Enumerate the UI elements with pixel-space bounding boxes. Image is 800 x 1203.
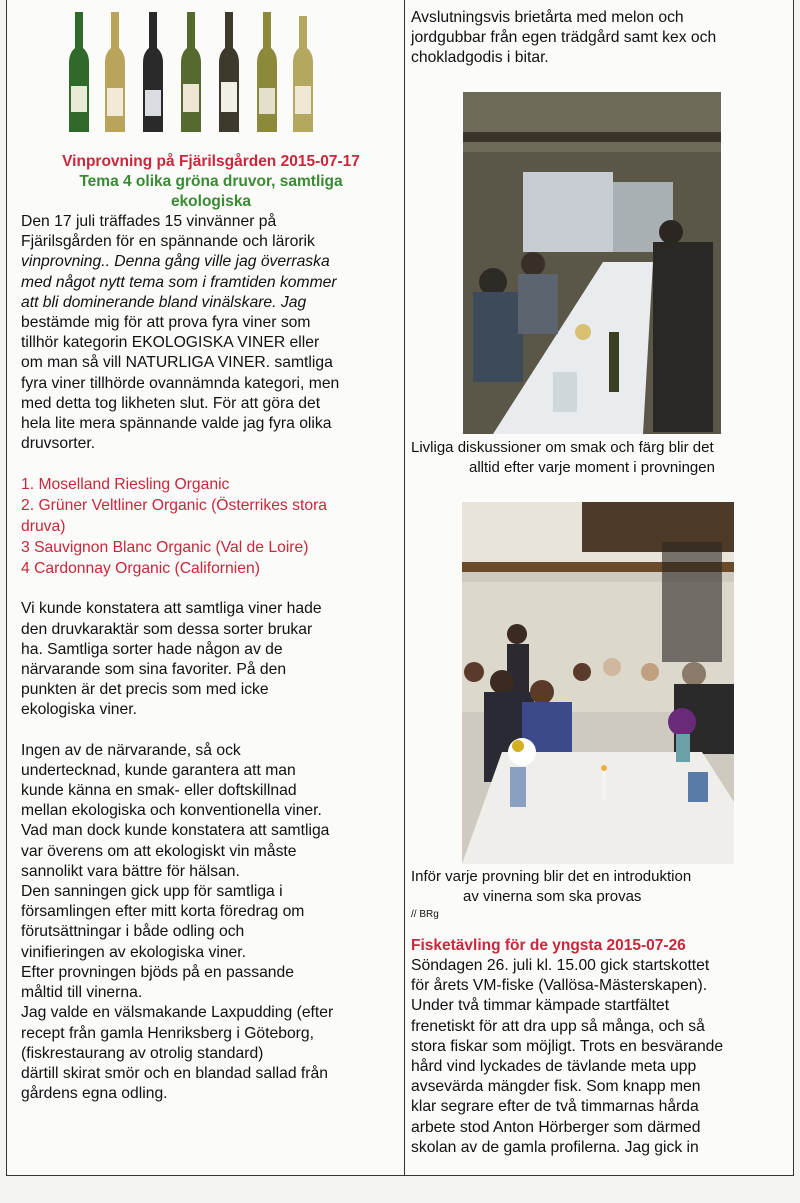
text-line: Ingen av de närvarande, så ock <box>21 741 241 759</box>
caption-2 <box>411 867 795 1158</box>
text-line: för årets VM-fiske (Vallösa-Mästerskapen). <box>411 977 708 995</box>
text-line: jordgubbar från egen trädgård samt kex och <box>411 29 717 47</box>
text-line: Söndagen 26. juli kl. 15.00 gick startskottet <box>411 957 710 974</box>
text-line: avsevärda mängder fisk. Som knapp men <box>411 1078 701 1096</box>
list-item: 4 Cardonnay Organic (Californien) <box>21 560 260 578</box>
text-line: alltid efter varje moment i provningen <box>469 459 715 476</box>
text-line: druvsorter. <box>21 435 96 453</box>
text-line: Vad man dock kunde konstatera att samtliga <box>21 822 330 840</box>
text-line: arbete stod Anton Hörberger som därmed <box>411 1118 701 1136</box>
text-line: ekologiska viner. <box>21 701 137 719</box>
text-line: Jag valde en välsmakande Laxpudding (efter <box>21 1004 334 1022</box>
text-line: mellan ekologiska och konventionella viner. <box>21 802 322 820</box>
column-divider <box>404 0 405 1176</box>
text-line: Inför varje provning blir det en introduktion <box>411 868 692 885</box>
fishing-title: Fisketävling för de yngsta 2015-07-26 <box>411 937 686 954</box>
text-line: Efter provningen bjöds på en passande <box>21 963 294 981</box>
list-item: druva) <box>21 518 66 536</box>
list-item: 2. Grüner Veltliner Organic (Österrikes stora <box>21 497 328 515</box>
intro-paragraph <box>21 212 401 454</box>
author-signature: // BRg <box>411 909 439 920</box>
text-line: förutsättningar i både odling och <box>21 923 245 941</box>
text-line: Livliga diskussioner om smak och färg blir det <box>411 439 714 456</box>
caption-1 <box>411 438 795 478</box>
text-line: gårdens egna odling. <box>21 1085 168 1103</box>
text-line: Avslutningsvis brietårta med melon och <box>411 9 684 26</box>
left-column <box>21 152 401 1104</box>
text-line: sannolikt vara bättre för hälsan. <box>21 862 240 880</box>
text-line: hela lite mera spännande valde jag fyra olika <box>21 415 332 433</box>
text-line: Den 17 juli träffades 15 vinvänner på <box>21 213 277 230</box>
list-item: 1. Moselland Riesling Organic <box>21 476 230 494</box>
text-line: tillhör kategorin EKOLOGISKA VINER eller <box>21 334 320 352</box>
text-line: Vi kunde konstatera att samtliga viner hade <box>21 600 322 618</box>
text-line: ha. Samtliga sorter hade någon av de <box>21 640 283 658</box>
wine-list <box>21 474 401 579</box>
text-line: fyra viner tillhörde ovannämnda kategori, men <box>21 374 340 392</box>
text-line: Fjärilsgården för en spännande och lärorik <box>21 233 315 251</box>
text-line: därtill skirat smör och en blandad sallad från <box>21 1064 328 1082</box>
text-line: skolan av de gamla profilerna. Jag gick in <box>411 1138 699 1156</box>
paragraph-verdict <box>21 599 401 720</box>
fishing-paragraph <box>411 956 795 1158</box>
text-line: närvarande som sina favoriter. På den <box>21 661 287 679</box>
text-line: måltid till vinerna. <box>21 984 143 1002</box>
article-subtitle: Tema 4 olika gröna druvor, samtliga ekologiska <box>79 173 343 210</box>
text-line: frenetiskt för att dra upp så många, och så <box>411 1017 705 1035</box>
wine-introduction-photo <box>462 502 734 864</box>
text-line: (fiskrestaurang av otrolig standard) <box>21 1044 264 1062</box>
text-line: kunde känna en smak- eller doftskillnad <box>21 782 297 800</box>
text-line: vinifieringen av ekologiska viner. <box>21 943 246 961</box>
right-column-top <box>411 8 795 69</box>
newsletter-page <box>6 0 794 1176</box>
text-line: att bli dominerande bland vinälskare. Jag <box>21 293 307 311</box>
list-item: 3 Sauvignon Blanc Organic (Val de Loire) <box>21 539 309 557</box>
text-line: den druvkaraktär som dessa sorter brukar <box>21 620 313 638</box>
text-line: undertecknad, kunde garantera att man <box>21 761 296 779</box>
text-line: Under två timmar kämpade startfältet <box>411 997 670 1015</box>
text-line: Den sanningen gick upp för samtliga i <box>21 883 283 901</box>
wine-bottles-image <box>59 8 339 132</box>
text-line: församlingen efter mitt korta föredrag om <box>21 903 305 921</box>
article-title: Vinprovning på Fjärilsgården 2015-07-17 <box>62 153 360 170</box>
text-line: bestämde mig för att prova fyra viner som <box>21 314 311 332</box>
text-line: chokladgodis i bitar. <box>411 49 549 67</box>
text-line: recept från gamla Henriksberg i Göteborg, <box>21 1024 314 1042</box>
text-line: hård vind lyckades de tävlande meta upp <box>411 1058 697 1076</box>
text-line: med något nytt tema som i framtiden kommer <box>21 273 337 291</box>
text-line: av vinerna som ska provas <box>463 888 642 905</box>
text-line: punkten är det precis som med icke <box>21 681 269 699</box>
text-line: om man så vill NATURLIGA VINER. samtliga <box>21 354 333 372</box>
paragraph-conclusion <box>21 741 401 1105</box>
text-line: vinprovning.. Denna gång ville jag överraska <box>21 253 330 271</box>
text-line: klar segrare efter de två timmarnas hårda <box>411 1098 699 1116</box>
dinner-table-photo <box>463 92 721 434</box>
text-line: med detta tog likheten slut. För att göra det <box>21 394 321 412</box>
text-line: stora fiskar som möjligt. Trots en besvärande <box>411 1037 724 1055</box>
text-line: var överens om att ekologiskt vin måste <box>21 842 297 860</box>
